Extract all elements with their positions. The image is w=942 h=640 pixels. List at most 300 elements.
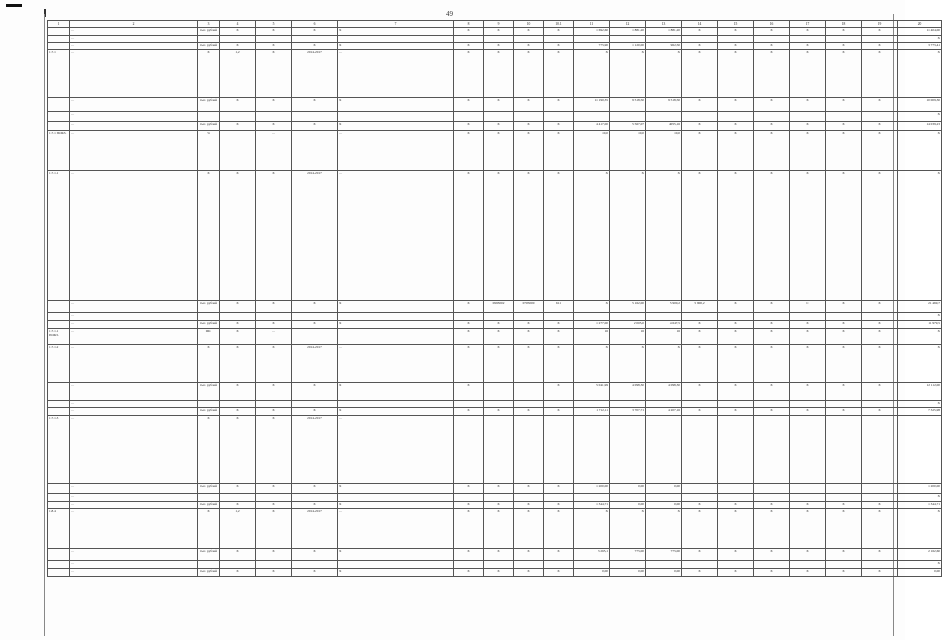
table-cell: … — [70, 401, 198, 408]
table-cell — [862, 313, 898, 321]
table-cell: 21 469,7 — [898, 301, 942, 313]
table-cell: Х — [718, 383, 754, 401]
table-cell: Х — [544, 28, 574, 36]
table-cell: 11 404,00 — [898, 28, 942, 36]
table-cell: … — [70, 36, 198, 43]
table-cell: Х — [454, 408, 484, 416]
table-cell — [544, 561, 574, 569]
table-cell: Х — [862, 43, 898, 50]
table-cell: Х — [514, 321, 544, 329]
table-cell: Х — [514, 329, 544, 345]
table-cell — [574, 313, 610, 321]
table-cell — [48, 502, 70, 509]
table-cell: … — [70, 561, 198, 569]
table-cell: Х — [826, 301, 862, 313]
table-cell — [220, 561, 256, 569]
table-cell: Х — [454, 28, 484, 36]
table-cell: Х — [338, 98, 454, 112]
table-row — [48, 494, 942, 502]
table-cell: Х — [256, 408, 292, 416]
table-cell: Х — [898, 50, 942, 98]
table-cell: … — [70, 484, 198, 494]
table-cell: Х — [292, 549, 338, 561]
table-cell — [682, 561, 718, 569]
table-cell — [826, 112, 862, 122]
table-cell: Х — [338, 28, 454, 36]
table-cell: Х — [484, 502, 514, 509]
table-cell: Х — [682, 569, 718, 577]
table-cell: 1.7.1.1 ПОКЗ. — [48, 329, 70, 345]
table-cell: Х — [646, 50, 682, 98]
table-cell: 4 647,5 — [646, 321, 682, 329]
table-cell: Х — [514, 131, 544, 171]
table-cell — [48, 313, 70, 321]
table-cell: Х — [754, 122, 790, 131]
table-cell — [48, 28, 70, 36]
table-cell: Х — [826, 122, 862, 131]
table-cell — [826, 484, 862, 494]
table-cell: Х — [484, 43, 514, 50]
table-cell: … — [338, 509, 454, 549]
table-cell — [754, 416, 790, 484]
table-cell: 0,00 — [574, 569, 610, 577]
table-cell: Х — [544, 329, 574, 345]
table-cell: 3 773,41 — [898, 43, 942, 50]
table-cell: … — [70, 112, 198, 122]
table-cell: Х — [544, 484, 574, 494]
table-cell: … — [70, 569, 198, 577]
table-cell — [682, 401, 718, 408]
table-cell: Х — [862, 383, 898, 401]
table-cell — [256, 561, 292, 569]
table-cell: тыс. рублей — [198, 408, 220, 416]
table-cell: Х — [610, 50, 646, 98]
table-cell — [256, 313, 292, 321]
table-cell: Х — [862, 171, 898, 301]
table-cell — [292, 112, 338, 122]
table-cell — [790, 416, 826, 484]
table-cell: Х — [544, 98, 574, 112]
table-cell: 0,00 — [610, 484, 646, 494]
table-cell: Х — [484, 549, 514, 561]
table-row — [48, 383, 942, 401]
table-cell: Х — [898, 313, 942, 321]
table-cell: Х — [256, 43, 292, 50]
table-cell: 2014-2017 — [292, 171, 338, 301]
table-cell: Х — [790, 383, 826, 401]
table-cell: Х — [754, 502, 790, 509]
table-cell: Х — [338, 321, 454, 329]
table-cell — [48, 383, 70, 401]
table-cell: Х — [862, 131, 898, 171]
table-cell: Х — [454, 98, 484, 112]
table-cell: Х — [454, 43, 484, 50]
table-cell: 2014-2017 — [292, 509, 338, 549]
table-row — [48, 502, 942, 509]
table-row — [48, 122, 942, 131]
table-cell: Х — [862, 98, 898, 112]
table-cell: Х — [454, 383, 484, 401]
table-cell: Х — [682, 43, 718, 50]
table-cell — [48, 36, 70, 43]
table-cell — [574, 36, 610, 43]
table-cell: 5 900,2 — [646, 301, 682, 313]
table-row — [48, 408, 942, 416]
table-cell: 962,50 — [646, 43, 682, 50]
table-cell — [48, 43, 70, 50]
table-cell: 11 190,35 — [574, 98, 610, 112]
table-cell: Х — [514, 345, 544, 383]
table-cell — [790, 494, 826, 502]
table-cell — [754, 112, 790, 122]
table-cell: … — [70, 43, 198, 50]
table-cell: Х — [220, 43, 256, 50]
table-cell: Х — [898, 36, 942, 43]
table-cell — [484, 401, 514, 408]
table-cell: 2014-2017 — [292, 416, 338, 484]
table-cell: Х — [790, 122, 826, 131]
table-cell: тыс. рублей — [198, 28, 220, 36]
table-cell: Х — [862, 28, 898, 36]
table-cell: 2014-2017 — [292, 50, 338, 98]
table-cell — [826, 561, 862, 569]
table-cell: Х — [198, 171, 220, 301]
table-cell — [48, 321, 70, 329]
table-cell: тыс. рублей — [198, 122, 220, 131]
table-cell: Х — [826, 131, 862, 171]
table-cell: Х — [682, 408, 718, 416]
table-cell: Х — [292, 502, 338, 509]
table-cell — [48, 112, 70, 122]
table-row — [48, 50, 942, 98]
table-cell: 4055,16 — [646, 122, 682, 131]
table-row — [48, 313, 942, 321]
table-cell: Х — [898, 131, 942, 171]
table-cell — [718, 313, 754, 321]
table-row — [48, 43, 942, 50]
table-cell: Х — [682, 122, 718, 131]
table-cell: Х — [454, 321, 484, 329]
table-cell: … — [70, 549, 198, 561]
table-cell: Х — [544, 50, 574, 98]
table-cell — [646, 112, 682, 122]
table-cell: 1.7.1 — [48, 50, 70, 98]
column-number-cell: 11 — [574, 21, 610, 28]
table-cell — [682, 494, 718, 502]
table-cell: Х — [198, 50, 220, 98]
table-cell: Х — [826, 502, 862, 509]
table-cell: Х — [454, 131, 484, 171]
table-cell: Х — [790, 329, 826, 345]
table-cell — [682, 36, 718, 43]
table-cell — [48, 401, 70, 408]
table-cell — [338, 401, 454, 408]
table-cell: … — [70, 171, 198, 301]
table-cell: Х — [826, 50, 862, 98]
table-cell: Х — [220, 408, 256, 416]
corner-mark — [6, 4, 22, 7]
table-cell: 1.7.1 ПОКЗ. — [48, 131, 70, 171]
table-cell: Х — [292, 408, 338, 416]
table-cell — [754, 401, 790, 408]
table-cell: Х — [484, 171, 514, 301]
column-number-row — [48, 21, 942, 28]
table-cell: Х — [220, 301, 256, 313]
table-cell — [754, 36, 790, 43]
table-cell: Х — [574, 50, 610, 98]
table-cell — [484, 494, 514, 502]
table-cell: Х — [718, 50, 754, 98]
table-cell: 10 009,30 — [898, 98, 942, 112]
table-cell: 1 881,20 — [646, 28, 682, 36]
table-cell — [198, 561, 220, 569]
table-cell: Х — [198, 345, 220, 383]
table-cell: Х — [198, 509, 220, 549]
table-cell — [514, 561, 544, 569]
table-cell — [646, 561, 682, 569]
table-cell: Х — [292, 43, 338, 50]
table-cell — [862, 484, 898, 494]
table-cell: Х — [898, 112, 942, 122]
table-cell: Х — [544, 569, 574, 577]
table-cell: тыс. рублей — [198, 321, 220, 329]
table-cell: 16 — [574, 329, 610, 345]
table-cell: Х — [718, 502, 754, 509]
table-cell: Х — [220, 122, 256, 131]
table-cell: Х — [718, 301, 754, 313]
table-cell: Х — [256, 171, 292, 301]
column-number-cell: 19 — [862, 21, 898, 28]
table-row — [48, 171, 942, 301]
table-cell: тыс. рублей — [198, 549, 220, 561]
table-cell: Х — [514, 28, 544, 36]
program-table — [47, 20, 942, 577]
table-cell: 4 207,16 — [646, 408, 682, 416]
column-number-cell: 1 — [48, 21, 70, 28]
table-cell: Х — [718, 43, 754, 50]
table-cell — [682, 416, 718, 484]
table-cell: Х — [718, 345, 754, 383]
table-cell: Х — [292, 569, 338, 577]
table-cell — [220, 36, 256, 43]
table-cell — [484, 416, 514, 484]
table-cell: 4 098,30 — [646, 383, 682, 401]
table-cell: Х — [790, 509, 826, 549]
table-cell — [718, 36, 754, 43]
table-cell — [574, 401, 610, 408]
table-cell — [514, 494, 544, 502]
table-cell: Х — [754, 549, 790, 561]
table-cell: Х — [862, 50, 898, 98]
table-cell: Х — [898, 345, 942, 383]
table-cell — [514, 416, 544, 484]
table-cell: Х — [790, 171, 826, 301]
table-cell — [198, 494, 220, 502]
table-cell: Х — [646, 171, 682, 301]
table-cell: 5 567,07 — [610, 122, 646, 131]
table-cell: Х — [898, 509, 942, 549]
table-cell: 0993002 — [484, 301, 514, 313]
table-cell: Х — [256, 98, 292, 112]
column-number-cell: 17 — [790, 21, 826, 28]
table-cell: Х — [544, 383, 574, 401]
table-cell: Х — [454, 484, 484, 494]
table-cell: Х — [862, 549, 898, 561]
column-number-cell: 15 — [718, 21, 754, 28]
table-cell: Х — [826, 43, 862, 50]
column-number-cell: 10.1 — [544, 21, 574, 28]
table-cell: Х — [544, 122, 574, 131]
table-cell: Х — [826, 509, 862, 549]
table-cell: Х — [484, 28, 514, 36]
table-cell: Х — [454, 329, 484, 345]
table-cell: Х — [862, 408, 898, 416]
table-cell — [754, 484, 790, 494]
table-cell: 775,90 — [574, 43, 610, 50]
table-cell: Х — [574, 345, 610, 383]
table-cell: 1.7.1.3 — [48, 416, 70, 484]
table-cell: Х — [220, 171, 256, 301]
table-cell: Х — [544, 43, 574, 50]
table-cell — [338, 313, 454, 321]
table-cell: Х — [484, 509, 514, 549]
table-cell: Х — [454, 345, 484, 383]
table-cell: Х — [754, 329, 790, 345]
table-cell — [718, 494, 754, 502]
table-cell: Х — [514, 509, 544, 549]
table-row — [48, 131, 942, 171]
table-cell: Х — [718, 549, 754, 561]
table-cell: Х — [454, 50, 484, 98]
table-cell — [574, 112, 610, 122]
table-cell: Х — [754, 345, 790, 383]
table-cell: Х — [256, 383, 292, 401]
table-cell: 11 979,5 — [898, 321, 942, 329]
table-cell: Х — [220, 345, 256, 383]
table-cell: Х — [790, 131, 826, 171]
table-cell — [454, 401, 484, 408]
table-cell: 1,2 — [220, 50, 256, 98]
column-number-cell: 6 — [292, 21, 338, 28]
table-cell: тыс. рублей — [198, 569, 220, 577]
table-cell — [544, 494, 574, 502]
table-cell: Х — [454, 301, 484, 313]
table-cell: 5 041,99 — [574, 383, 610, 401]
table-cell: Х — [454, 569, 484, 577]
table-cell: Х — [198, 416, 220, 484]
table-cell: Х — [610, 345, 646, 383]
table-cell: Х — [514, 408, 544, 416]
table-cell: 16 — [646, 329, 682, 345]
table-cell — [826, 36, 862, 43]
table-cell: Х — [292, 321, 338, 329]
table-cell — [484, 36, 514, 43]
table-cell: Х — [718, 569, 754, 577]
table-cell: Х — [256, 484, 292, 494]
table-row — [48, 321, 942, 329]
table-cell: Х — [292, 122, 338, 131]
table-cell: Х — [826, 171, 862, 301]
table-cell: тыс. рублей — [198, 43, 220, 50]
table-cell: Х — [754, 569, 790, 577]
column-number-cell: 9 — [484, 21, 514, 28]
table-cell: Х — [718, 131, 754, 171]
table-cell — [48, 494, 70, 502]
table-cell: 1 881,20 — [610, 28, 646, 36]
table-cell: Х — [454, 549, 484, 561]
table-cell: Х — [256, 502, 292, 509]
table-cell: 5 162,00 — [610, 301, 646, 313]
table-cell: … — [70, 98, 198, 112]
table-cell: Х — [514, 502, 544, 509]
table-cell — [220, 401, 256, 408]
table-cell: … — [70, 301, 198, 313]
table-cell: Х — [220, 28, 256, 36]
table-cell — [610, 494, 646, 502]
table-cell — [682, 484, 718, 494]
table-cell: Х — [220, 416, 256, 484]
table-cell: Х — [898, 329, 942, 345]
table-cell: Х — [682, 329, 718, 345]
table-cell: Х — [754, 50, 790, 98]
table-cell: Х — [338, 484, 454, 494]
table-cell — [574, 416, 610, 484]
table-cell — [826, 401, 862, 408]
table-cell: Х — [862, 502, 898, 509]
table-cell: 1 277,00 — [574, 321, 610, 329]
table-cell: Х — [790, 321, 826, 329]
table-cell: … — [70, 329, 198, 345]
table-cell: Х — [718, 28, 754, 36]
table-cell: Х — [256, 28, 292, 36]
table-cell: Х — [544, 509, 574, 549]
table-cell — [754, 313, 790, 321]
table-cell: Х — [718, 122, 754, 131]
table-cell — [682, 112, 718, 122]
table-cell: Х — [484, 569, 514, 577]
table-cell: … — [256, 329, 292, 345]
table-cell: Х — [338, 122, 454, 131]
table-row — [48, 36, 942, 43]
table-cell: Х — [514, 484, 544, 494]
table-cell — [826, 494, 862, 502]
table-cell: Х — [514, 171, 544, 301]
column-number-cell: 20 — [898, 21, 942, 28]
table-cell — [48, 549, 70, 561]
table-cell — [754, 561, 790, 569]
table-cell — [338, 561, 454, 569]
table-cell: тыс. рублей — [198, 98, 220, 112]
table-cell — [544, 401, 574, 408]
table-cell: Х — [754, 321, 790, 329]
table-cell: Х — [682, 98, 718, 112]
table-cell: … — [338, 131, 454, 171]
table-cell: Х — [826, 321, 862, 329]
table-cell — [646, 313, 682, 321]
table-cell: Х — [544, 321, 574, 329]
table-cell: Х — [826, 383, 862, 401]
table-cell: Х — [220, 502, 256, 509]
table-cell — [862, 112, 898, 122]
table-cell: … — [70, 122, 198, 131]
table-cell: Х — [256, 549, 292, 561]
table-cell: % — [198, 131, 220, 171]
table-cell: Х — [682, 345, 718, 383]
table-cell: 0,00 — [610, 569, 646, 577]
table-cell — [514, 401, 544, 408]
column-number-cell: 5 — [256, 21, 292, 28]
table-row — [48, 401, 942, 408]
